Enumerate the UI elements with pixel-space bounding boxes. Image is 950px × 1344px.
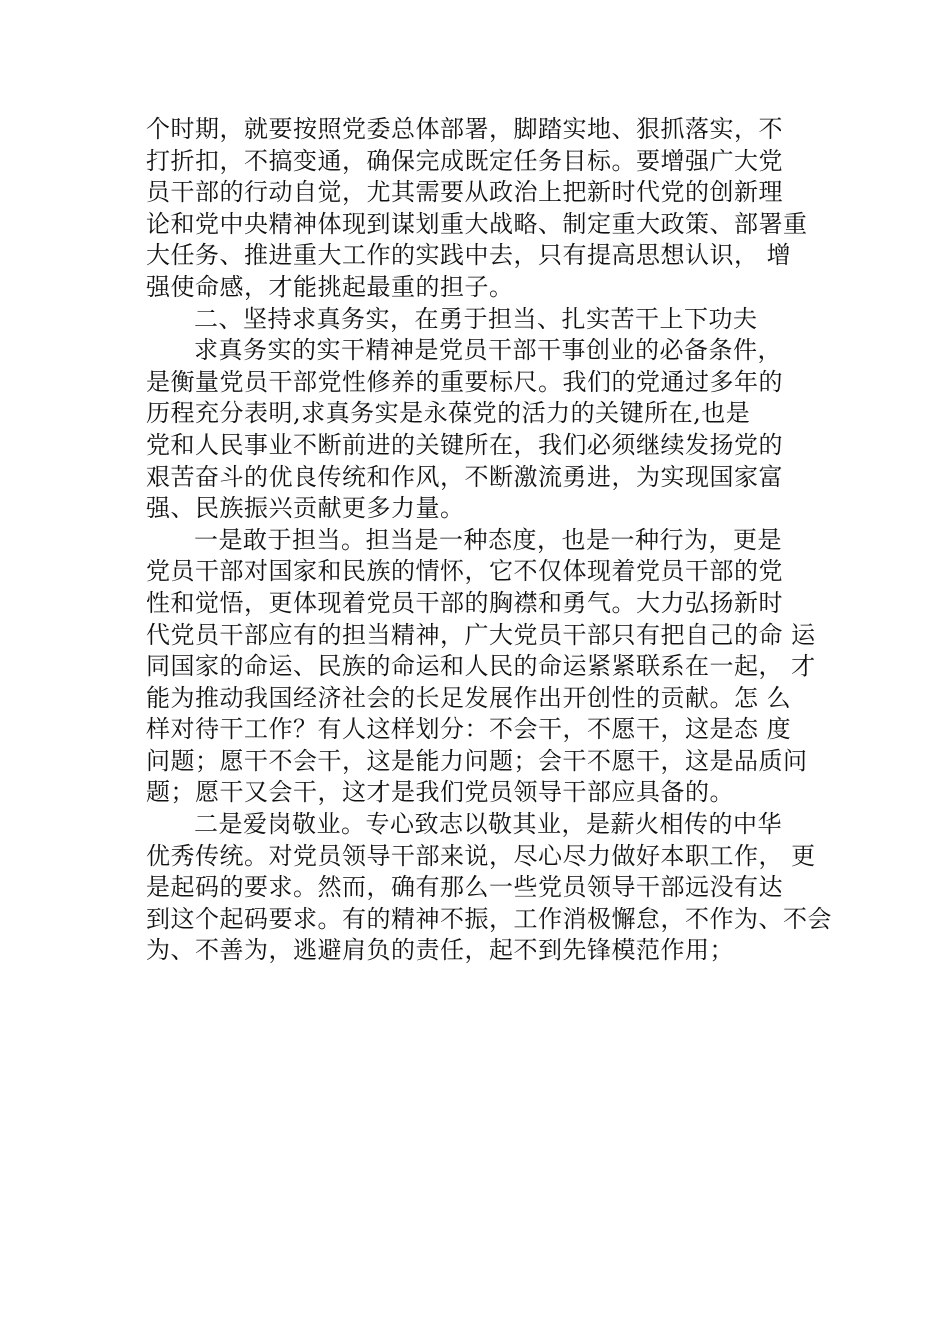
text-line: 强、民族振兴贡献更多力量。 xyxy=(146,494,465,523)
body-text xyxy=(146,114,846,967)
text-line: 党和人民事业不断前进的关键所在，我们必须继续发扬党的 xyxy=(146,430,783,459)
text-line: 到这个起码要求。有的精神不振，工作消极懈怠，不作为、不会 xyxy=(146,904,832,933)
text-line: 能为推动我国经济社会的长足发展作出开创性的贡献。怎 么 xyxy=(146,683,792,712)
text-line: 历程充分表明,求真务实是永葆党的活力的关键所在,也是 xyxy=(146,399,751,428)
text-line: 是起码的要求。然而，确有那么一些党员领导干部远没有达 xyxy=(146,873,783,902)
text-line: 二是爱岗敬业。专心致志以敬其业，是薪火相传的中华 xyxy=(194,810,782,839)
text-line: 题；愿干又会干，这才是我们党员领导干部应具备的。 xyxy=(146,778,734,807)
text-line: 个时期，就要按照党委总体部署，脚踏实地、狠抓落实，不 xyxy=(146,115,783,143)
text-line: 大任务、推进重大工作的实践中去，只有提高思想认识， 增 xyxy=(146,241,792,270)
text-line: 党员干部对国家和民族的情怀，它不仅体现着党员干部的党 xyxy=(146,557,783,586)
text-line: 是衡量党员干部党性修养的重要标尺。我们的党通过多年的 xyxy=(146,367,783,396)
text-line: 样对待干工作？有人这样划分：不会干，不愿干，这是态 度 xyxy=(146,715,792,744)
text-line: 优秀传统。对党员领导干部来说，尽心尽力做好本职工作， 更 xyxy=(146,841,816,870)
text-line: 性和觉悟，更体现着党员干部的胸襟和勇气。大力弘扬新时 xyxy=(146,588,783,617)
text-line: 员干部的行动自觉，尤其需要从政治上把新时代党的创新理 xyxy=(146,178,783,207)
text-line: 二、坚持求真务实，在勇于担当、扎实苦干上下功夫 xyxy=(194,304,758,333)
text-line: 求真务实的实干精神是党员干部干事创业的必备条件， xyxy=(194,336,782,365)
text-line: 问题；愿干不会干，这是能力问题；会干不愿干，这是品质问 xyxy=(146,746,808,775)
text-line: 艰苦奋斗的优良传统和作风，不断激流勇进，为实现国家富 xyxy=(146,462,783,491)
text-line: 代党员干部应有的担当精神，广大党员干部只有把自己的命 运 xyxy=(146,620,816,649)
text-line: 强使命感，才能挑起最重的担子。 xyxy=(146,272,514,301)
text-line: 同国家的命运、民族的命运和人民的命运紧紧联系在一起， 才 xyxy=(146,652,816,681)
text-line: 一是敢于担当。担当是一种态度，也是一种行为，更是 xyxy=(194,525,782,554)
text-line: 为、不善为，逃避肩负的责任，起不到先锋模范作用； xyxy=(146,936,734,965)
text-line: 打折扣，不搞变通，确保完成既定任务目标。要增强广大党 xyxy=(146,146,783,175)
text-line: 论和党中央精神体现到谋划重大战略、制定重大政策、部署重 xyxy=(146,209,808,238)
